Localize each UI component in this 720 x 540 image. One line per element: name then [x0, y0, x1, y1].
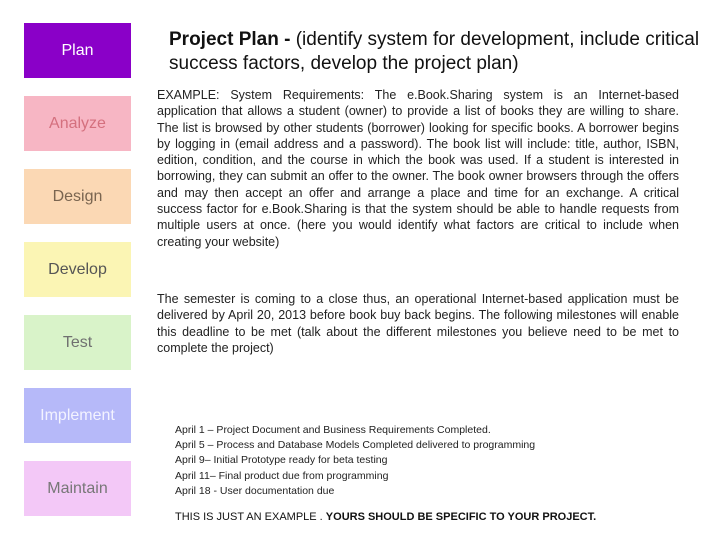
example-paragraph: EXAMPLE: System Requirements: The e.Book.Sharing system is an Internet-based application that allows a student (owner) to provide a list of books they are willing to share. The list is browsed by other students (borrower) looking for specific books. A borrower begins by logging in (email address and a password). The book list will include: title, author, ISBN, edition, condition, and the course in which the book was used. If a student is interested in borrowing, they can submit an offer to the owner. The book owner browsers through the offers and may then accept an offer and arrange a place and time for an exchange. A critical success factor for e.Book.Sharing is that the system should be able to handle requests from multiple users at once. (here you would identify what factors are critical to include when creating your website): [157, 88, 679, 249]
phase-analyze-label: Analyze: [49, 114, 106, 132]
footer-note: [175, 511, 695, 523]
footer-emphasis: YOURS SHOULD BE SPECIFIC TO YOUR PROJECT.: [325, 511, 597, 523]
phase-design: [24, 169, 131, 224]
phase-maintain: [24, 461, 131, 516]
phase-plan-label: Plan: [61, 41, 94, 59]
title-rest: (identify system for development, include critical success factors, develop the project plan): [169, 29, 700, 74]
milestone-item: April 5 – Process and Database Models Completed delivered to programming: [175, 439, 536, 452]
phase-develop-label: Develop: [48, 260, 107, 278]
phase-plan: [24, 23, 131, 78]
footer-prefix: THIS IS JUST AN EXAMPLE .: [175, 511, 326, 523]
phase-implement: [24, 388, 131, 443]
phase-test: [24, 315, 131, 370]
milestone-item: April 18 - User documentation due: [175, 484, 335, 497]
phase-maintain-label: Maintain: [47, 479, 108, 497]
milestone-list: [175, 423, 675, 499]
phase-implement-label: Implement: [40, 406, 115, 424]
milestone-item: April 11– Final product due from programming: [175, 469, 389, 482]
phase-design-label: Design: [52, 187, 103, 205]
title-bold: Project Plan -: [169, 29, 296, 50]
phase-analyze: [24, 96, 131, 151]
phase-test-label: Test: [62, 333, 93, 351]
phase-develop: [24, 242, 131, 297]
semester-paragraph: The semester is coming to a close thus, an operational Internet-based application must be delivered by April 20, 2013 before book buy back begins. The following milestones will enable this deadline to be met (talk about the different milestones you believe need to be met to complete the project): [157, 292, 679, 355]
slide-title: [169, 28, 709, 76]
milestone-item: April 9– Initial Prototype ready for beta testing: [175, 454, 388, 467]
milestone-item: April 1 – Project Document and Business Requirements Completed.: [175, 424, 491, 436]
